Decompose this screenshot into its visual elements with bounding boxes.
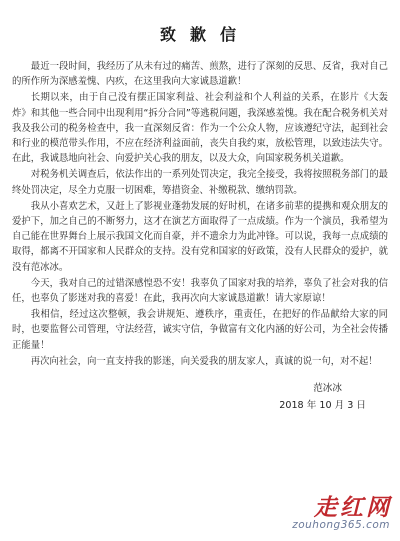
watermark-logo-text: 走红网 <box>314 494 392 521</box>
letter-paragraph-3: 对税务机关调查后，依法作出的一系列处罚决定，我完全接受，我将按照税务部门的最终处罚决定，尽全力克服一切困难，筹措资金、补缴税款、缴纳罚款。 <box>12 169 388 196</box>
letter-title: 致歉信 <box>159 25 250 44</box>
letter-paragraph-4: 我从小喜欢艺术，又赶上了影视业蓬勃发展的好时机，在诸多前辈的提携和观众朋友的爱护下，加之自己的不断努力，这才在演艺方面取得了一点成绩。作为一个演员，我希望为自己能在世界舞台上展示我国文化而自豪，并不遗余力为此冲锋。可以说，我每一点成绩的取得，都离不开国家和人民群众的支持。没有党和国家的好政策，没有人民群众的爱护，就没有范冰冰。 <box>12 200 388 273</box>
site-watermark <box>234 489 394 531</box>
letter-paragraph-6: 我相信，经过这次整顿，我会讲规矩、遵秩序，重责任，在把好的作品献给大家的同时，也要监督公司管理，守法经营，诚实守信，争做富有文化内涵的好公司，为全社会传播正能量！ <box>12 309 388 351</box>
letter-signature: 范冰冰 <box>313 383 342 395</box>
letter-paragraph-7: 再次向社会，向一直支持我的影迷，向关爱我的朋友家人，真诚的说一句，对不起！ <box>30 355 378 367</box>
watermark-url: zouhong365.com <box>292 519 390 531</box>
letter-paragraph-2: 长期以来，由于自己没有摆正国家利益、社会利益和个人利益的关系，在影片《大轰炸》和其他一些合同中出现利用“拆分合同”等逃税问题，我深感羞愧。我在配合税务机关对我及我公司的税务检查中，我一直深刻反省：作为一个公众人物，应该遵纪守法，起到社会和行业的模范带头作用，不应在经济利益面前，丧失自我约束，放松管理，以致违法失守。在此，我诚恳地向社会、向爱护关心我的朋友，以及大众，向国家税务机关道歉。 <box>12 92 388 165</box>
letter-paragraph-1: 最近一段时间，我经历了从未有过的痛苦、煎熬，进行了深刻的反思、反省，我对自己的所作所为深感羞愧、内疚，在这里我向大家诚恳道歉！ <box>12 61 388 88</box>
letter-date: 2018 年 10 月 3 日 <box>279 400 366 412</box>
letter-paragraph-5: 今天，我对自己的过错深感惶恐不安！我辜负了国家对我的培养，辜负了社会对我的信任，也辜负了影迷对我的喜爱！在此，我再次向大家诚恳道歉！请大家原谅！ <box>12 277 388 305</box>
